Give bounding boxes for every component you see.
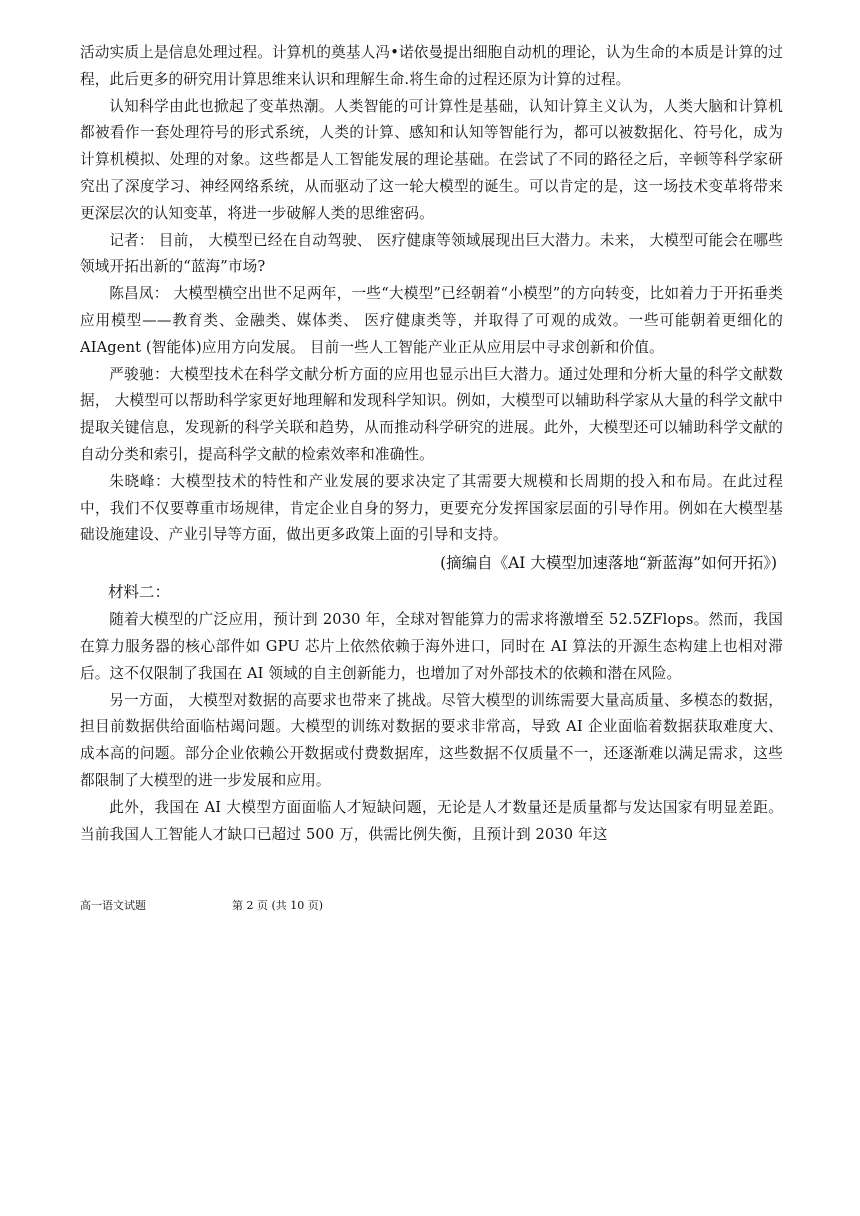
footer-page-number: 第 2 页 (共 10 页) xyxy=(232,899,324,912)
paragraph: 此外，我国在 AI 大模型方面面临人才短缺问题，无论是人才数量还是质量都与发达国家有明显差距。当前我国人工智能人才缺口已超过 500 万，供需比例失衡，且预计到 2030 年这 xyxy=(80,798,783,843)
source-citation: (摘编自《AI 大模型加速落地“新蓝海”如何开拓》) xyxy=(440,554,777,573)
paragraph: 另一方面， 大模型对数据的高要求也带来了挑战。尽管大模型的训练需要大量高质量、多模态的数据，担目前数据供给面临枯竭问题。大模型的训练对数据的要求非常高，导致 AI 企业面临着数据获取难度大、成本高的问题。部分企业依赖公开数据或付费数据库，这些数据不仅质量不一，还逐渐难以满足需求，这些都限制了大模型的进一步发展和应用。 xyxy=(80,691,783,789)
paragraph: 活动实质上是信息处理过程。计算机的奠基人冯•诺依曼提出细胞自动机的理论，认为生命的本质是计算的过程，此后更多的研究用计算思维来认识和理解生命.将生命的过程还原为计算的过程。 xyxy=(80,44,783,88)
paragraph: 随着大模型的广泛应用，预计到 2030 年，全球对智能算力的需求将激增至 52.5ZFlops。然而，我国在算力服务器的核心部件如 GPU 芯片上依然依赖于海外进口，同时在 AI 算法的开源生态构建上也相对滞后。这不仅限制了我国在 AI 领域的自主创新能力，也增加了对外部技术的依赖和潜在风险。 xyxy=(80,611,783,682)
footer-course-title: 高一语文试题 xyxy=(80,899,146,912)
interview-question: 记者： 目前， 大模型已经在自动驾驶、 医疗健康等领域展现出巨大潜力。未来， 大模型可能会在哪些领域开拓出新的“蓝海”市场? xyxy=(80,231,783,276)
exam-page-body xyxy=(80,40,783,848)
interview-answer-chen: 陈昌凤： 大模型横空出世不足两年，一些“大模型”已经朝着“小模型”的方向转变，比如着力于开拓垂类应用模型——教育类、金融类、媒体类、 医疗健康类等，并取得了可观的成效。一些可能朝着更细化的 AIAgent (智能体)应用方向发展。 目前一些人工智能产业正从应用层中寻求创新和价值。 xyxy=(80,285,783,356)
page-footer xyxy=(80,899,323,913)
interview-answer-zhu: 朱晓峰：大模型技术的特性和产业发展的要求决定了其需要大规模和长周期的投入和布局。在此过程中，我们不仅要尊重市场规律，肯定企业自身的努力，更要充分发挥国家层面的引导作用。例如在大模型基础设施建设、产业引导等方面，做出更多政策上面的引导和支持。 xyxy=(80,472,783,544)
paragraph: 认知科学由此也掀起了变革热潮。人类智能的可计算性是基础，认知计算主义认为，人类大脑和计算机都被看作一套处理符号的形式系统，人类的计算、感知和认知等智能行为，都可以被数据化、符号化，成为计算机模拟、处理的对象。这些都是人工智能发展的理论基础。在尝试了不同的路径之后，辛顿等科学家研究出了深度学习、神经网络系统，从而驱动了这一轮大模型的诞生。可以肯定的是，这一场技术变革将带来更深层次的认知变革，将进一步破解人类的思维密码。 xyxy=(80,97,783,222)
interview-answer-yan: 严骏驰：大模型技术在科学文献分析方面的应用也显示出巨大潜力。通过处理和分析大量的科学文献数据， 大模型可以帮助科学家更好地理解和发现科学知识。例如，大模型可以辅助科学家从大量的科学文献中提取关键信息，发现新的科学关联和趋势，从而推动科学研究的进展。此外，大模型还可以辅助科学文献的自动分类和索引，提高科学文献的检索效率和准确性。 xyxy=(80,365,783,463)
material-two-heading: 材料二： xyxy=(108,583,171,602)
